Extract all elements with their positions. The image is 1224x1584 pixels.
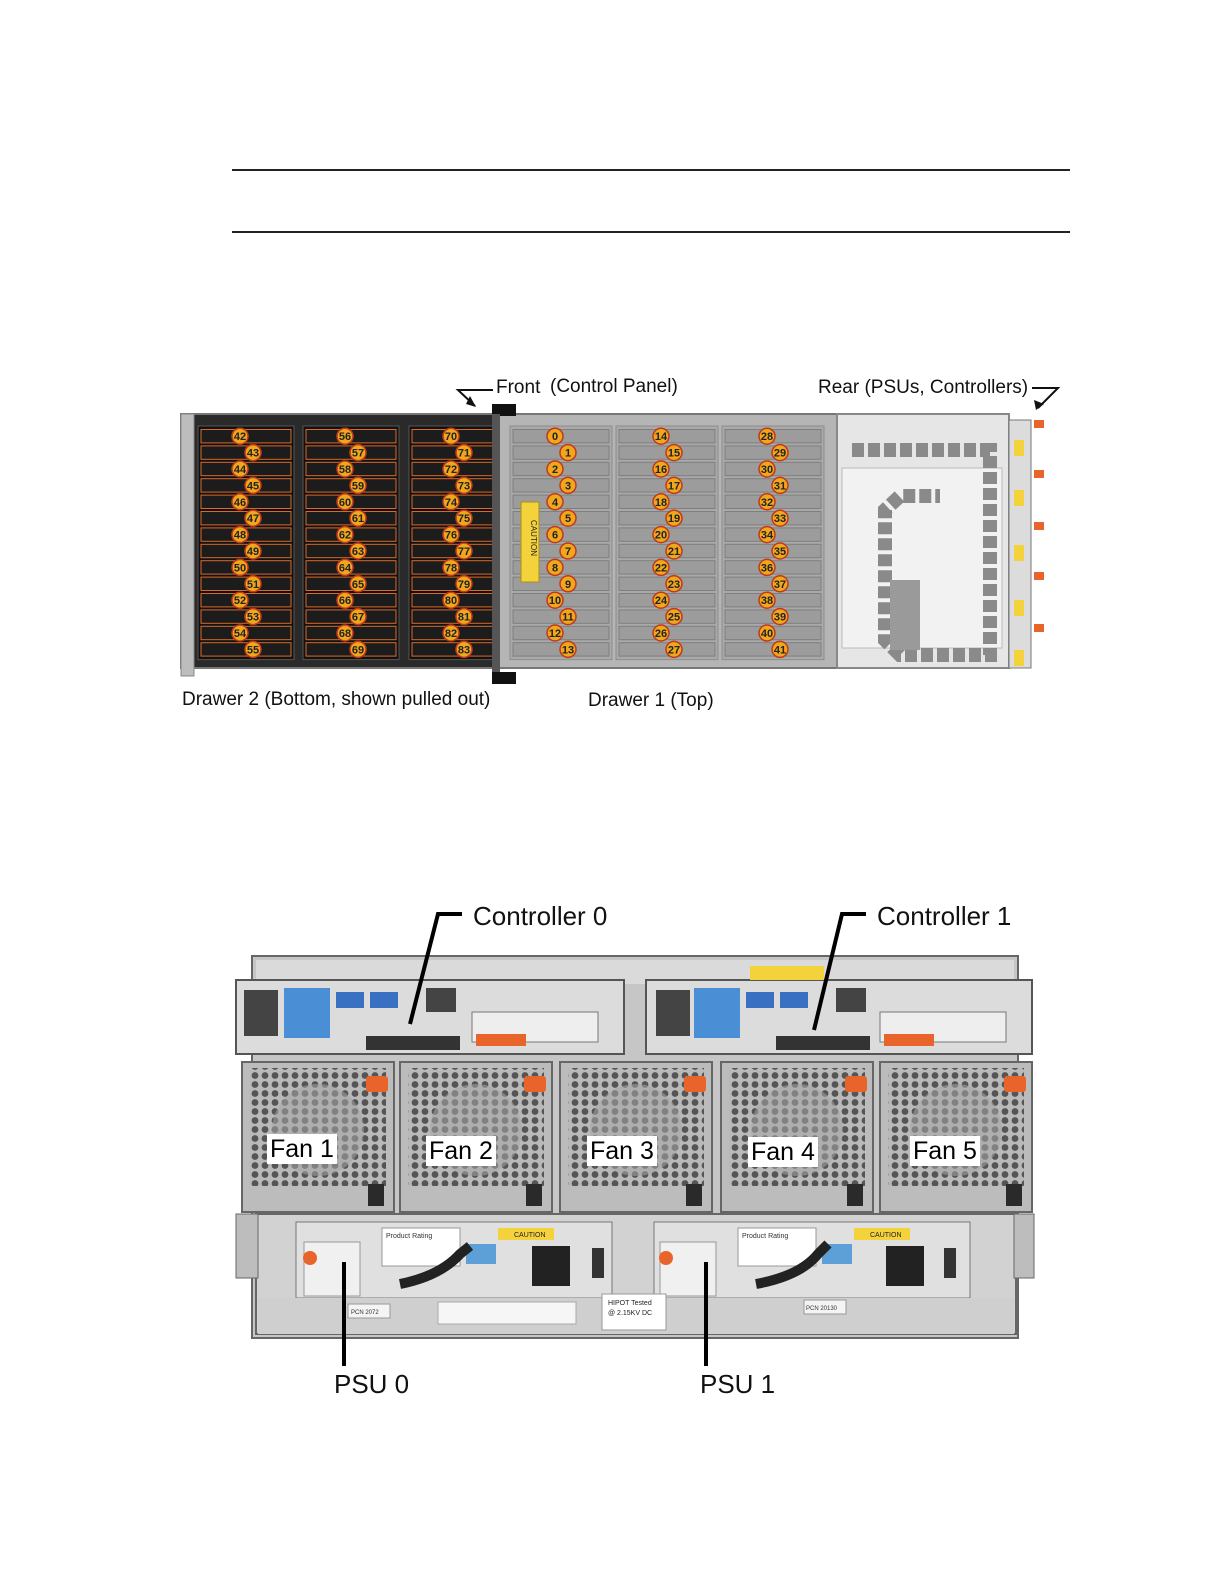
drive-number: 21 — [667, 546, 681, 558]
fan-2-label: Fan 2 — [426, 1136, 496, 1166]
fan-1-latch — [366, 1076, 388, 1092]
fan-2-latch — [524, 1076, 546, 1092]
drive-number: 65 — [351, 578, 365, 591]
drive-number: 79 — [457, 578, 471, 591]
drive-number: 23 — [667, 578, 681, 591]
psu-0-switch — [592, 1248, 604, 1278]
drive-number: 29 — [773, 447, 787, 460]
drive-number: 32 — [760, 496, 774, 509]
controller-1-usb-b — [780, 992, 808, 1008]
psu-1-inlet — [886, 1246, 924, 1286]
drive-number: 69 — [351, 644, 365, 657]
drive-number: 42 — [233, 431, 247, 444]
drive-number: 9 — [564, 578, 572, 591]
drive-number: 47 — [246, 513, 260, 526]
controller-1-eth-port — [656, 990, 690, 1036]
hipot-line-2: @ 2.15KV DC — [608, 1310, 653, 1317]
psu-1-label: PSU 1 — [700, 1369, 776, 1399]
drive-number: 67 — [351, 611, 365, 624]
drive-number: 57 — [351, 447, 365, 460]
drive-number: 51 — [246, 578, 260, 591]
barcode-label — [438, 1302, 576, 1324]
drive-number: 83 — [457, 644, 471, 657]
fan-3-connector — [686, 1184, 702, 1206]
controller-0-label: Controller 0 — [473, 901, 608, 931]
drive-number: 5 — [564, 513, 572, 526]
drive-number: 73 — [457, 480, 471, 493]
fan-1-connector — [368, 1184, 384, 1206]
drive-number: 8 — [551, 562, 559, 575]
drive-number: 58 — [338, 464, 352, 476]
drive-number: 39 — [773, 611, 787, 624]
psu-0-rating-text: Product Rating — [386, 1233, 433, 1240]
drive-number: 66 — [338, 595, 352, 608]
controller-1-sfp-block — [694, 988, 740, 1038]
drive-number: 64 — [338, 562, 352, 575]
drive-number: 30 — [760, 464, 774, 476]
psu-1-latch — [659, 1251, 673, 1265]
drive-number: 60 — [338, 496, 352, 509]
drive-number: 33 — [773, 513, 787, 526]
drive-number: 36 — [760, 562, 774, 575]
drive-number: 55 — [246, 644, 260, 657]
fan-4-connector — [847, 1184, 863, 1206]
drive-number: 53 — [246, 611, 260, 624]
pcn-right-text: PCN 20130 — [806, 1306, 838, 1312]
psu-0-handle — [304, 1242, 360, 1296]
drive-number: 62 — [338, 529, 352, 542]
drive-number: 68 — [338, 628, 352, 640]
controller-0-latch — [476, 1034, 526, 1046]
controller-1-latch — [884, 1034, 934, 1046]
controller-0-usb-b — [370, 992, 398, 1008]
fan-3-latch — [684, 1076, 706, 1092]
drive-number: 13 — [561, 644, 575, 657]
drive-number: 25 — [667, 611, 681, 624]
front-label: Front — [496, 377, 541, 398]
drive-number: 38 — [760, 595, 774, 608]
drive-number: 0 — [551, 431, 559, 444]
drive-number: 49 — [246, 546, 260, 558]
drive-number: 7 — [564, 546, 572, 558]
drive-number: 10 — [548, 595, 562, 608]
fan-5-label: Fan 5 — [910, 1136, 980, 1166]
drive-number: 40 — [760, 628, 774, 640]
left-ear — [236, 1214, 258, 1278]
drive-number: 54 — [233, 628, 247, 640]
controller-0-eth-port — [244, 990, 278, 1036]
drive-number: 45 — [246, 480, 260, 493]
drive-number: 2 — [551, 464, 559, 476]
drive-number: 59 — [351, 480, 365, 493]
caution-sticker-text: CAUTION — [529, 520, 538, 556]
controller-1-label: Controller 1 — [877, 901, 1012, 931]
drive-number: 34 — [760, 529, 774, 542]
drive-number: 74 — [444, 496, 458, 509]
drive-number: 77 — [457, 546, 471, 558]
drive-number: 18 — [654, 496, 668, 509]
drive-number: 12 — [548, 628, 562, 640]
drive-number: 82 — [444, 628, 458, 640]
fan-4-label: Fan 4 — [748, 1137, 818, 1167]
psu-0-latch — [303, 1251, 317, 1265]
drawer-2-label: Drawer 2 (Bottom, shown pulled out) — [182, 689, 491, 710]
drive-number: 14 — [654, 431, 668, 444]
fan-1-label: Fan 1 — [267, 1134, 337, 1164]
drive-number: 76 — [444, 529, 458, 542]
drive-number: 28 — [760, 431, 774, 444]
controller-1-mgmt-port — [836, 988, 866, 1012]
controller-1-handle — [776, 1036, 870, 1050]
drive-number: 72 — [444, 464, 458, 476]
drive-number: 81 — [457, 611, 471, 624]
controller-0-handle — [366, 1036, 460, 1050]
controller-0-sfp-block — [284, 988, 330, 1038]
drive-number: 75 — [457, 513, 471, 526]
drive-number: 63 — [351, 546, 365, 558]
drive-number: 4 — [551, 496, 559, 509]
fan-3-label: Fan 3 — [587, 1136, 657, 1166]
psu-0-inlet — [532, 1246, 570, 1286]
drive-number: 11 — [562, 611, 574, 624]
drive-number: 61 — [351, 513, 365, 526]
drive-number: 41 — [773, 644, 787, 657]
drive-number: 80 — [444, 595, 458, 608]
drive-number: 48 — [233, 529, 247, 542]
drive-number: 37 — [773, 578, 787, 591]
warning-sticker-top — [750, 966, 824, 980]
drive-number: 26 — [654, 628, 668, 640]
psu-1-caution-text: CAUTION — [870, 1232, 902, 1239]
controller-1-usb-a — [746, 992, 774, 1008]
drive-number: 17 — [667, 480, 681, 493]
psu-0-label: PSU 0 — [334, 1369, 410, 1399]
drive-number: 35 — [773, 546, 787, 558]
drive-number: 44 — [233, 464, 247, 476]
drive-number: 52 — [233, 595, 247, 608]
drive-number: 24 — [654, 595, 668, 608]
drive-number: 3 — [564, 480, 572, 493]
drive-number: 15 — [667, 447, 681, 460]
controller-0-mgmt-port — [426, 988, 456, 1012]
drive-number: 78 — [444, 562, 458, 575]
drive-number: 43 — [246, 447, 260, 460]
hipot-line-1: HIPOT Tested — [608, 1300, 652, 1307]
drawer-1-label: Drawer 1 (Top) — [588, 690, 714, 711]
drive-number: 19 — [667, 513, 681, 526]
fan-5-connector — [1006, 1184, 1022, 1206]
drive-number: 22 — [654, 562, 668, 575]
drive-number: 27 — [667, 644, 681, 657]
drive-number: 16 — [654, 464, 668, 476]
fan-5-latch — [1004, 1076, 1026, 1092]
psu-1-switch — [944, 1248, 956, 1278]
control-panel-label: (Control Panel) — [550, 376, 678, 397]
fan-4-latch — [845, 1076, 867, 1092]
psu-0-caution-text: CAUTION — [514, 1232, 546, 1239]
pcn-left-text: PCN 2072 — [351, 1310, 379, 1316]
drive-number: 31 — [773, 480, 787, 493]
drive-number: 1 — [564, 447, 572, 460]
drive-number: 70 — [444, 431, 458, 444]
drive-number: 46 — [233, 496, 247, 509]
drive-number: 50 — [233, 562, 247, 575]
psu-1-rating-text: Product Rating — [742, 1233, 789, 1240]
fan-2-connector — [526, 1184, 542, 1206]
drive-number: 71 — [457, 447, 471, 460]
drive-number: 20 — [654, 529, 668, 542]
right-ear — [1014, 1214, 1034, 1278]
drive-number: 6 — [551, 529, 559, 542]
rear-label: Rear (PSUs, Controllers) — [818, 377, 1029, 398]
controller-0-usb-a — [336, 992, 364, 1008]
drive-number: 56 — [338, 431, 352, 444]
